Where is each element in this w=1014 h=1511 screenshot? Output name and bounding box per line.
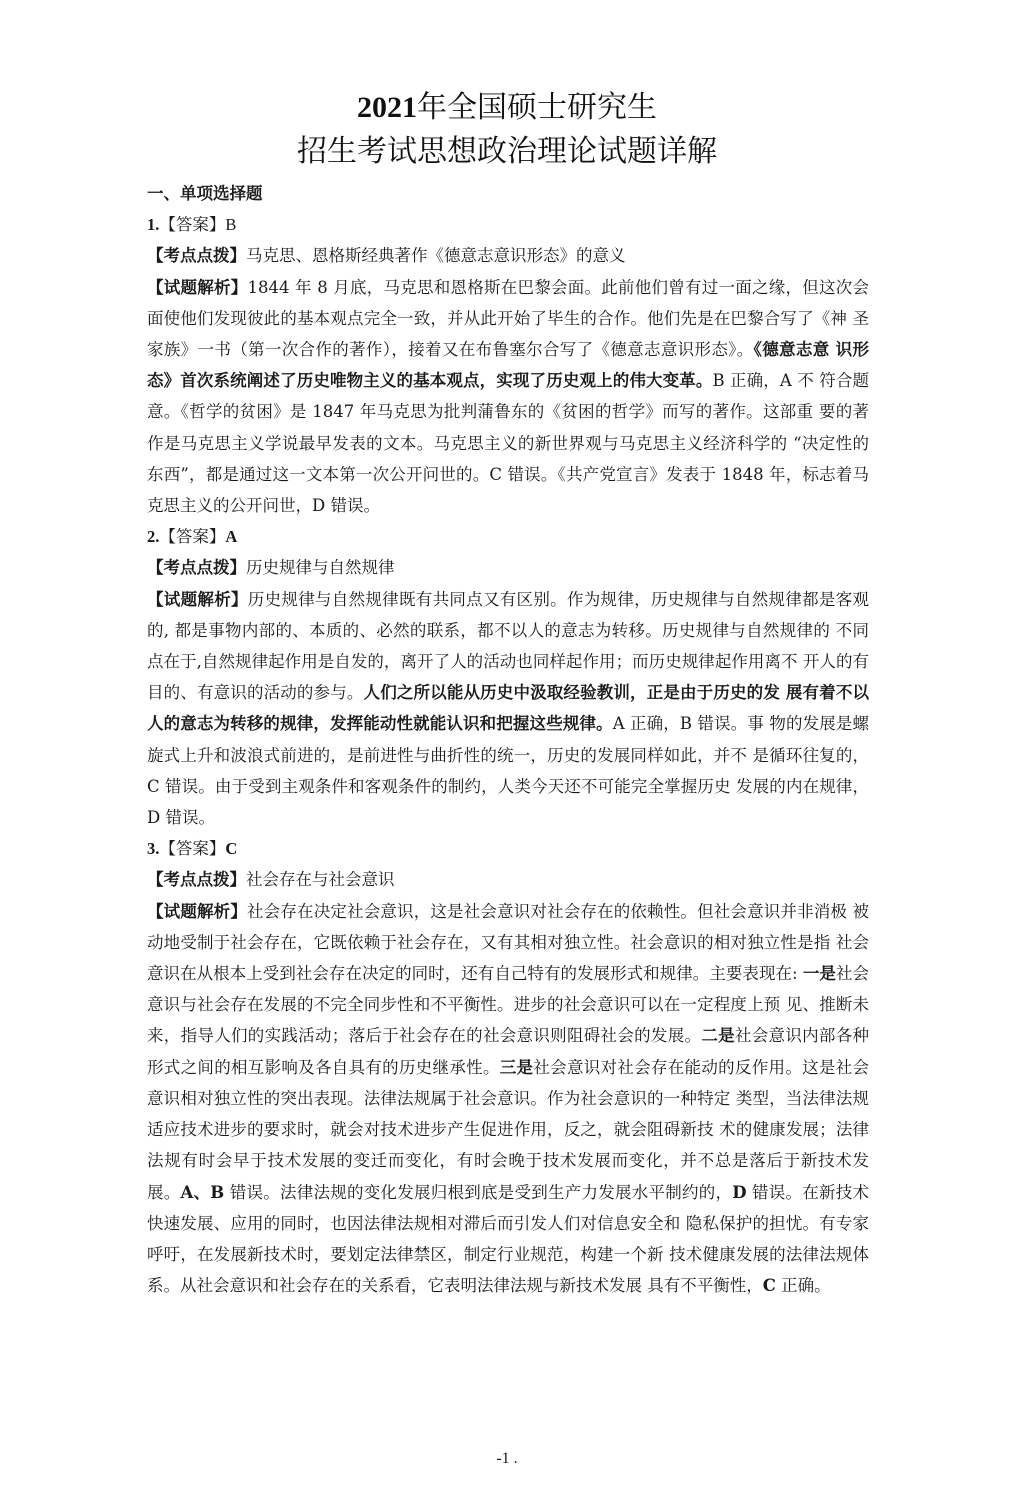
- q2-number: 2.: [147, 527, 160, 547]
- q2-analysis-label: 【试题解析】: [147, 589, 248, 609]
- q1-point-text: 马克思、恩格斯经典著作《德意志意识形态》的意义: [246, 246, 626, 266]
- q3-answer-value: C: [225, 839, 238, 859]
- q2-analysis: [147, 584, 869, 834]
- q3-point-label: 【考点点拨】: [147, 870, 246, 890]
- q3-number: 3.: [147, 839, 160, 859]
- q3-analysis-text-7: 正确。: [775, 1276, 831, 1296]
- page-number: -1 .: [496, 1450, 518, 1467]
- q3-analysis-label: 【试题解析】: [147, 901, 248, 921]
- q3-analysis-text-4: 社会意识对社会存在能动的反作用。这是社会意识相对独立性的突出表现。法律法规属于社会意识。作为社会意识的一种特定 类型，当法律法规适应技术进步的要求时，就会对技术进步产生促进作用，反之，就会阻碍新技 术的健康发展；法律法规有时会早于技术发展的变迁而变化，有时会晚于技术发展而变化，并不总是落后于新技术发展。: [147, 1057, 870, 1202]
- q1-answer: [147, 209, 869, 240]
- q1-analysis: [147, 272, 869, 522]
- q3-analysis-text-2: 社会意识与社会存在发展的不完全同步性和不平衡性。进步的社会意识可以在一定程度上预 见、推断未来，指导人们的实践活动；落后于社会存在的社会意识则阻碍社会的发展。: [147, 964, 870, 1046]
- q3-analysis-text-3: 社会意识内部各种形式之间的相互影响及各自具有的历史继承性。: [147, 1026, 870, 1077]
- q1-answer-label: 【答案】: [159, 215, 226, 235]
- q2-answer-label: 【答案】: [159, 527, 226, 547]
- q2-analysis-text-2: A 正确，B 错误。事 物的发展是螺旋式上升和波浪式前进的，是前进性与曲折性的统一，历史的发展同样如此，并不 是循环往复的，C 错误。由于受到主观条件和客观条件的制约，人类今天还不可能完全掌握历史 发展的内在规律，D 错误。: [147, 714, 870, 828]
- q3-keyword-6: C: [762, 1276, 776, 1296]
- q3-analysis-text-6: 错误。在新技术快速发展、应用的同时，也因法律法规相对滞后而引发人们对信息安全和 隐私保护的担忧。有专家呼吁，在发展新技术时，要划定法律禁区，制定行业规范，构建一个新 技术健康发展的法律法规体系。从社会意识和社会存在的关系看，它表明法律法规与新技术发展 具有不平衡性，: [147, 1182, 870, 1296]
- q1-analysis-label: 【试题解析】: [147, 277, 248, 297]
- q1-analysis-text-1: 1844 年 8 月底，马克思和恩格斯在巴黎会面。此前他们曾有过一面之缘，但这次会面使他们发现彼此的基本观点完全一致，并从此开始了毕生的合作。他们先是在巴黎合写了《神 圣家族》一书（第一次合作的著作），接着又在布鲁塞尔合写了《德意志意识形态》。: [147, 277, 870, 360]
- q2-analysis-bold: 人们之所以能从历史中汲取经验教训，正是由于历史的发 展有着不以人的意志为转移的规律，发挥能动性就能认识和把握这些规律。: [147, 683, 870, 734]
- q1-point-label: 【考点点拨】: [147, 246, 246, 266]
- q3-keyword-1: 一是: [802, 964, 836, 984]
- q2-analysis-text-1: 历史规律与自然规律既有共同点又有区别。作为规律，历史规律与自然规律都是客观的, 都是事物内部的、本质的、必然的联系，都不以人的意志为转移。历史规律与自然规律的 不同点在于,自然规律起作用是自发的，离开了人的活动也同样起作用；而历史规律起作用离不 开人的有目的、有意识的活动的参与。: [147, 589, 870, 703]
- q2-answer-value: A: [225, 527, 238, 547]
- q3-keyword-2: 二是: [701, 1026, 735, 1046]
- document-title-line1: [0, 88, 1014, 128]
- section-heading: 一、单项选择题: [147, 184, 263, 203]
- q3-analysis: [147, 896, 869, 1302]
- q3-analysis-text-5: 错误。法律法规的变化发展归根到底是受到生产力发展水平制约的，: [224, 1182, 733, 1202]
- q1-analysis-text-2: B 正确，A 不 符合题意。《哲学的贫困》是 1847 年马克思为批判蒲鲁东的《贫困的哲学》而写的著作。这部重 要的著作是马克思主义学说最早发表的文本。马克思主义的新世界观与马克思主义经济科学的 “决定性的东西”，都是通过这一文本第一次公开问世的。C 错误。《共产党宣言》发表于 1848 年，标志着马克思主义的公开问世，D 错误。: [147, 371, 870, 516]
- title-line1-text: 年全国硕士研究生: [417, 90, 657, 125]
- q1-answer-value: B: [225, 215, 237, 235]
- q3-answer-label: 【答案】: [159, 839, 226, 859]
- q3-point: [147, 864, 869, 895]
- q3-point-text: 社会存在与社会意识: [246, 870, 395, 890]
- q3-analysis-text-1: 社会存在决定社会意识，这是社会意识对社会存在的依赖性。但社会意识并非消极 被动地受制于社会存在，它既依赖于社会存在，又有其相对独立性。社会意识的相对独立性是指 社会意识在从根本上受到社会存在决定的同时，还有自己特有的发展形式和规律。主要表现在:: [147, 901, 869, 984]
- document-title-line2: 招生考试思想政治理论试题详解: [297, 134, 717, 169]
- title-year: 2021: [357, 91, 417, 124]
- q3-answer: [147, 833, 869, 864]
- q1-analysis-bold: 《德意志意 识形态》首次系统阐述了历史唯物主义的基本观点，实现了历史观上的伟大变革。: [147, 340, 870, 391]
- q3-keyword-3: 三是: [499, 1057, 534, 1077]
- q3-keyword-4: A、B: [180, 1182, 225, 1202]
- q2-point-text: 历史规律与自然规律: [246, 558, 395, 578]
- q1-point: [147, 240, 869, 271]
- q3-keyword-5: D: [732, 1182, 747, 1202]
- q2-point-label: 【考点点拨】: [147, 558, 246, 578]
- q2-point: [147, 552, 869, 583]
- q1-number: 1.: [147, 215, 160, 235]
- document-body: [147, 178, 869, 1301]
- q2-answer: [147, 521, 869, 552]
